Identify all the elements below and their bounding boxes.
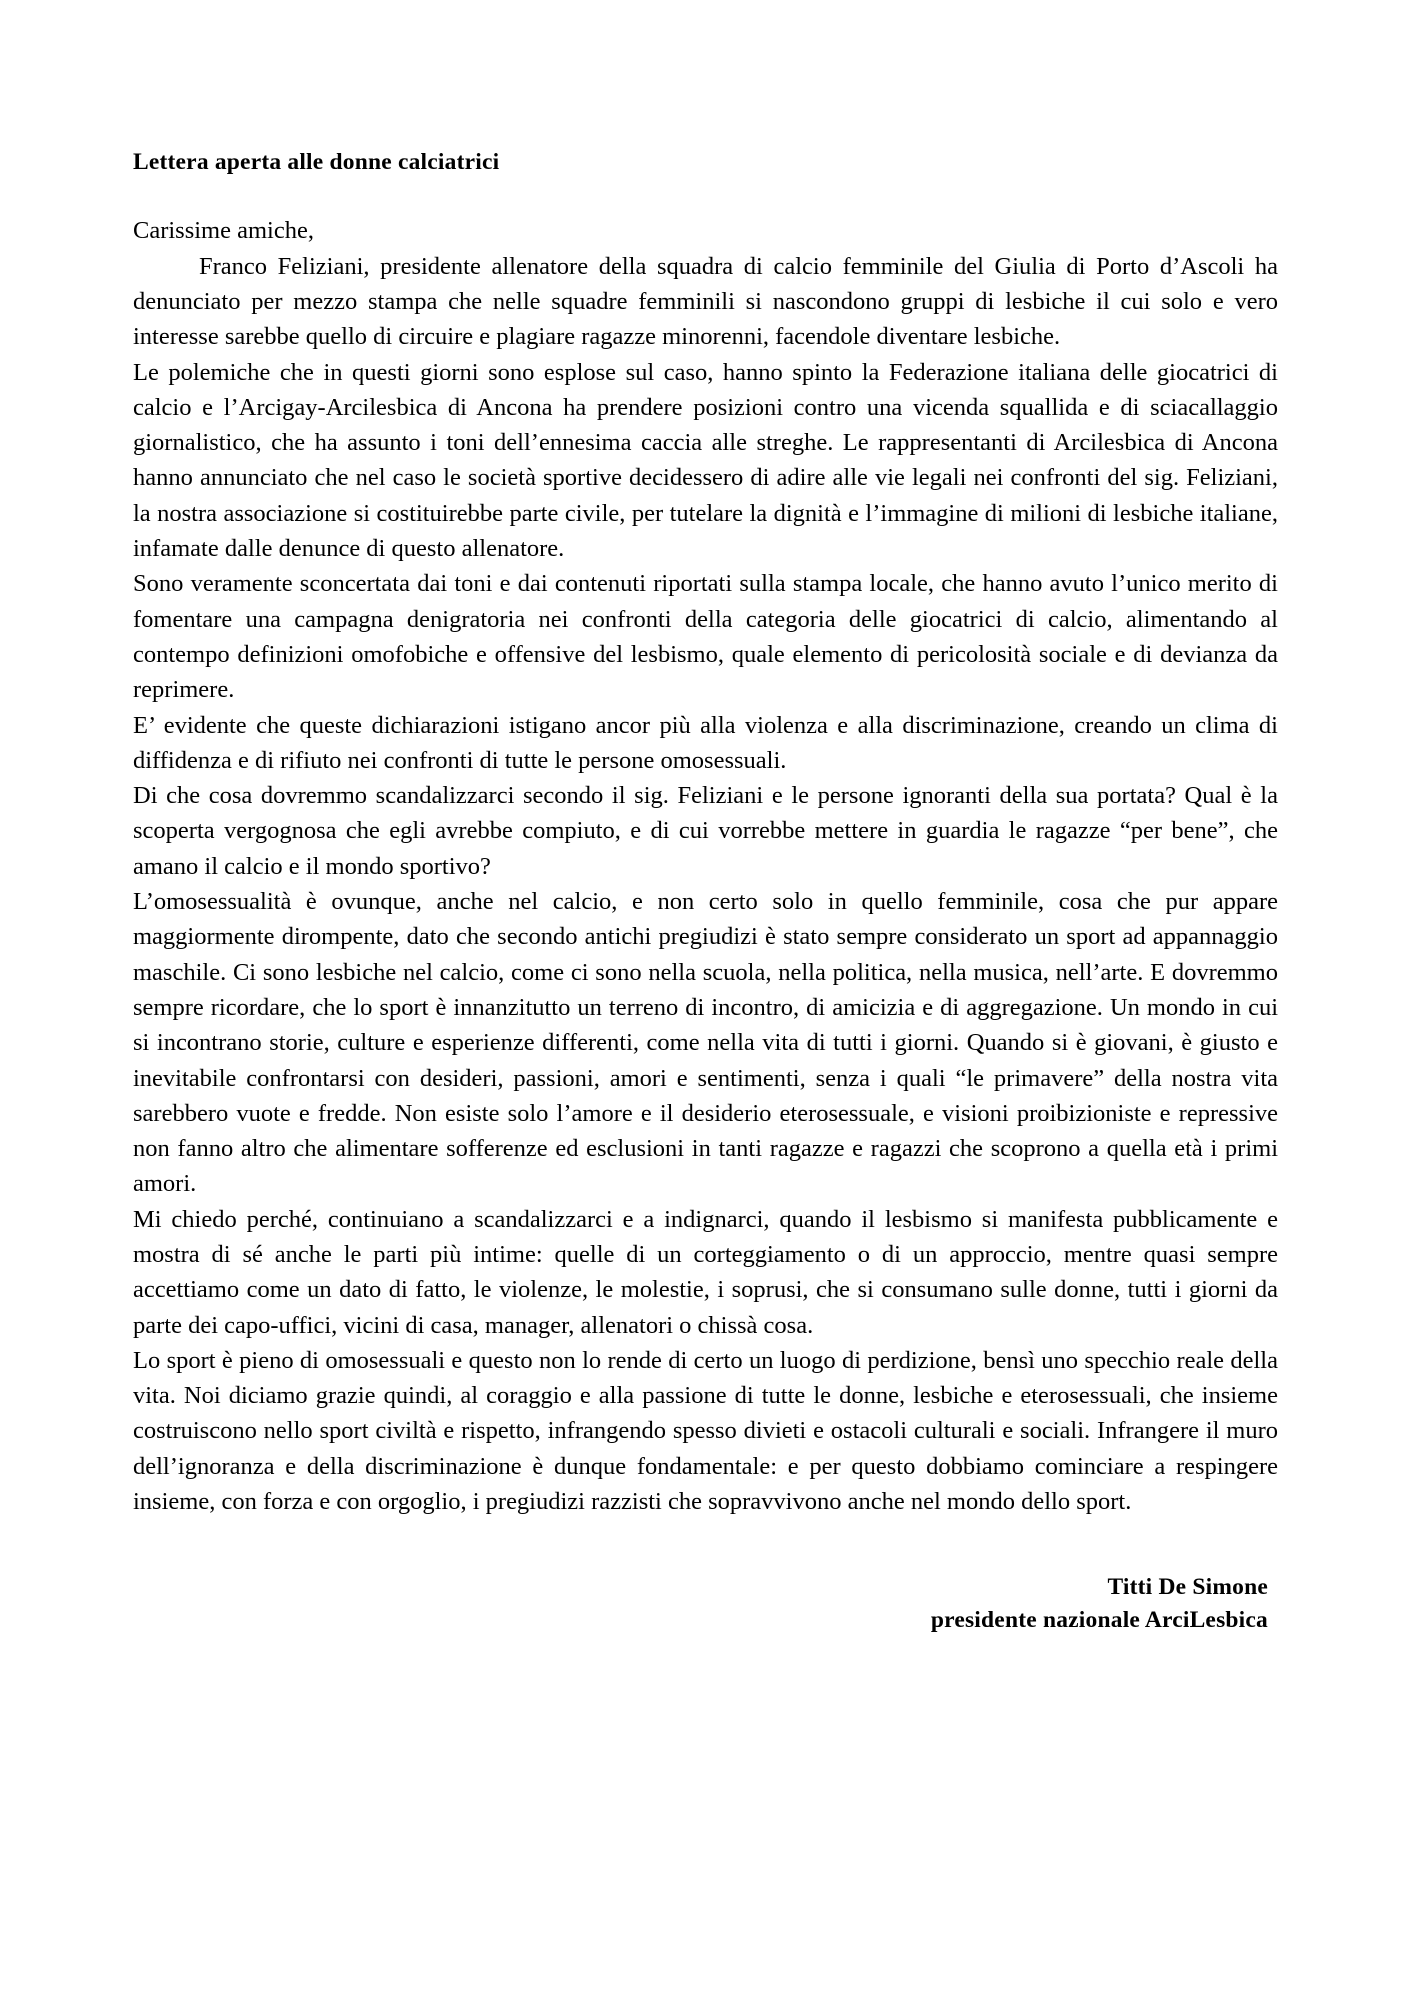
paragraph-text: Franco Feliziani, presidente allenatore della squadra di calcio femminile del Giulia di Porto d’Ascoli ha denunciato per mezzo stampa che nelle squadre femminili si nascondono gruppi di lesbiche il cui solo e vero interesse sarebbe quello di circuire e plagiare ragazze minorenni, facendole diventare lesbiche. [133,252,1278,351]
paragraph-michiedo: Mi chiedo perché, continuiano a scandalizzarci e a indignarci, quando il lesbismo si manifesta pubblicamente e mostra di sé anche le parti più intime: quelle di un corteggiamento o di un approccio, mentre quasi sempre accettiamo come un dato di fatto, le violenze, le molestie, i soprusi, che si consumano sulle donne, tutti i giorni da parte dei capo-uffici, vicini di casa, manager, allenatori o chissà cosa. [133,1205,1278,1339]
paragraph-sconcertata: Sono veramente sconcertata dai toni e dai contenuti riportati sulla stampa locale, che hanno avuto l’unico merito di fomentare una campagna denigratoria nei confronti della categoria delle giocatrici di calcio, alimentando al contempo definizioni omofobiche e offensive del lesbismo, quale elemento di pericolosità sociale e di devianza da reprimere. [133,570,1278,704]
paragraph-intro [133,249,1278,355]
signature-block [133,1571,1278,1637]
salutation-line: Carissime amiche, [133,217,314,245]
page-title: Lettera aperta alle donne calciatrici [133,149,500,175]
paragraph-losport: Lo sport è pieno di omosessuali e questo non lo rende di certo un luogo di perdizione, bensì uno specchio reale della vita. Noi diciamo grazie quindi, al coraggio e alla passione di tutte le donne, lesbiche e eterosessuali, che insieme costruiscono nello sport civiltà e rispetto, infrangendo spesso divieti e ostacoli culturali e sociali. Infrangere il muro dell’ignoranza e della discriminazione è dunque fondamentale: e per questo dobbiamo cominciare a respingere insieme, con forza e con orgoglio, i pregiudizi razzisti che sopravvivono anche nel mondo dello sport. [133,1346,1278,1516]
paragraph-evidente: E’ evidente che queste dichiarazioni istigano ancor più alla violenza e alla discriminazione, creando un clima di diffidenza e di rifiuto nei confronti di tutte le persone omosessuali. [133,711,1278,774]
signature-role: presidente nazionale ArciLesbica [930,1607,1268,1634]
document-body [133,148,1278,1637]
paragraph-dicosa: Di che cosa dovremmo scandalizzarci secondo il sig. Feliziani e le persone ignoranti della sua portata? Qual è la scoperta vergognosa che egli avrebbe compiuto, e di cui vorrebbe mettere in guardia le ragazze “per bene”, che amano il calcio e il mondo sportivo? [133,782,1278,880]
signature-name: Titti De Simone [1107,1574,1268,1601]
paragraph-polemiche: Le polemiche che in questi giorni sono esplose sul caso, hanno spinto la Federazione italiana delle giocatrici di calcio e l’Arcigay-Arcilesbica di Ancona ha prendere posizioni contro una vicenda squallida e di sciacallaggio giornalistico, che ha assunto i toni dell’ennesima caccia alle streghe. Le rappresentanti di Arcilesbica di Ancona hanno annunciato che nel caso le società sportive decidessero di adire alle vie legali nei confronti del sig. Feliziani, la nostra associazione si costituirebbe parte civile, per tutelare la dignità e l’immagine di milioni di lesbiche italiane, infamate dalle denunce di questo allenatore. [133,358,1278,563]
paragraph-omosessualita: L’omosessualità è ovunque, anche nel calcio, e non certo solo in quello femminile, cosa che pur appare maggiormente dirompente, dato che secondo antichi pregiudizi è stato sempre considerato un sport ad appannaggio maschile. Ci sono lesbiche nel calcio, come ci sono nella scuola, nella politica, nella musica, nell’arte. E dovremmo sempre ricordare, che lo sport è innanzitutto un terreno di incontro, di amicizia e di aggregazione. Un mondo in cui si incontrano storie, culture e esperienze differenti, come nella vita di tutti i giorni. Quando si è giovani, è giusto e inevitabile confrontarsi con desideri, passioni, amori e sentimenti, senza i quali “le primavere” della nostra vita sarebbero vuote e fredde. Non esiste solo l’amore e il desiderio eterosessuale, e visioni proibizioniste e repressive non fanno altro che alimentare sofferenze ed esclusioni in tanti ragazze e ragazzi che scoprono a quella età i primi amori. [133,888,1278,1198]
